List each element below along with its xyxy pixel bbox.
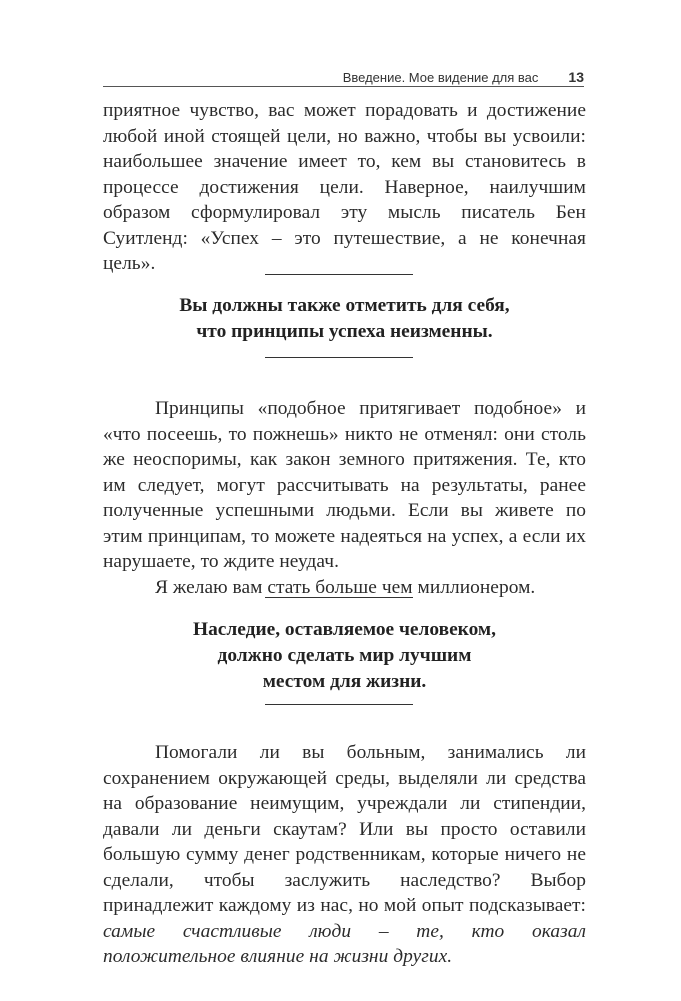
running-header [103, 68, 584, 87]
callout-1-line-1: Вы должны также отметить для себя, [179, 295, 510, 316]
paragraph-4-italic: самые счастливые люди – те, кто оказал положительное влияние на жизни других. [103, 920, 586, 967]
paragraph-4-text [103, 740, 586, 970]
paragraph-1-text: приятное чувство, вас может порадовать и достижение любой иной стоящей цели, но важно, чтобы вы усвоили: наибольшее значение имеет то, кем вы становитесь в процессе достижения цели. Наверное, наилучшим образом сформулировал эту мысль писатель Бен Суитленд: «Успех – это путешествие, а не конечная цель». [103, 100, 586, 274]
paragraph-3-text: Я желаю вам стать больше чем миллионером. [155, 576, 536, 598]
callout-1-bottom-rule [265, 357, 413, 358]
callout-2-line-2: должно сделать мир лучшим [217, 645, 472, 666]
callout-1-line-2: что принципы успеха неизменны. [196, 321, 493, 342]
paragraph-continuation [103, 98, 586, 277]
chapter-title: Введение. Мое видение для вас [342, 69, 539, 85]
paragraph-legacy [103, 740, 586, 970]
paragraph-principles [103, 396, 586, 600]
callout-2 [103, 617, 586, 695]
paragraph-4-regular: Помогали ли вы больным, занимались ли сохранением окружающей среды, выделяли ли средства на образование неимущим, учреждали ли стипендии, давали ли деньги скаутам? Или вы просто оставили большую сумму денег родственникам, которые ничего не сделали, чтобы заслужить наследство? Выбор принадлежит каждому из нас, но мой опыт подсказывает: [103, 742, 586, 916]
page-number: 13 [568, 69, 584, 85]
callout-2-line-3: местом для жизни. [262, 671, 427, 692]
callout-1 [103, 293, 586, 345]
callout-2-line-1: Наследие, оставляемое человеком, [193, 619, 496, 640]
callout-1-top-rule [265, 274, 413, 275]
callout-2-top-rule [265, 597, 413, 598]
paragraph-2-text: Принципы «подобное притягивает подобное» и «что посеешь, то пожнешь» никто не отменял: они столь же неоспоримы, как закон земного притяжения. Те, кто им следует, могут рассчитывать на результаты, ранее полученные успешными людьми. Если вы живете по этим принципам, то можете надеяться на успех, а если их нарушаете, то ждите неудач. [103, 398, 586, 572]
callout-2-bottom-rule [265, 704, 413, 705]
